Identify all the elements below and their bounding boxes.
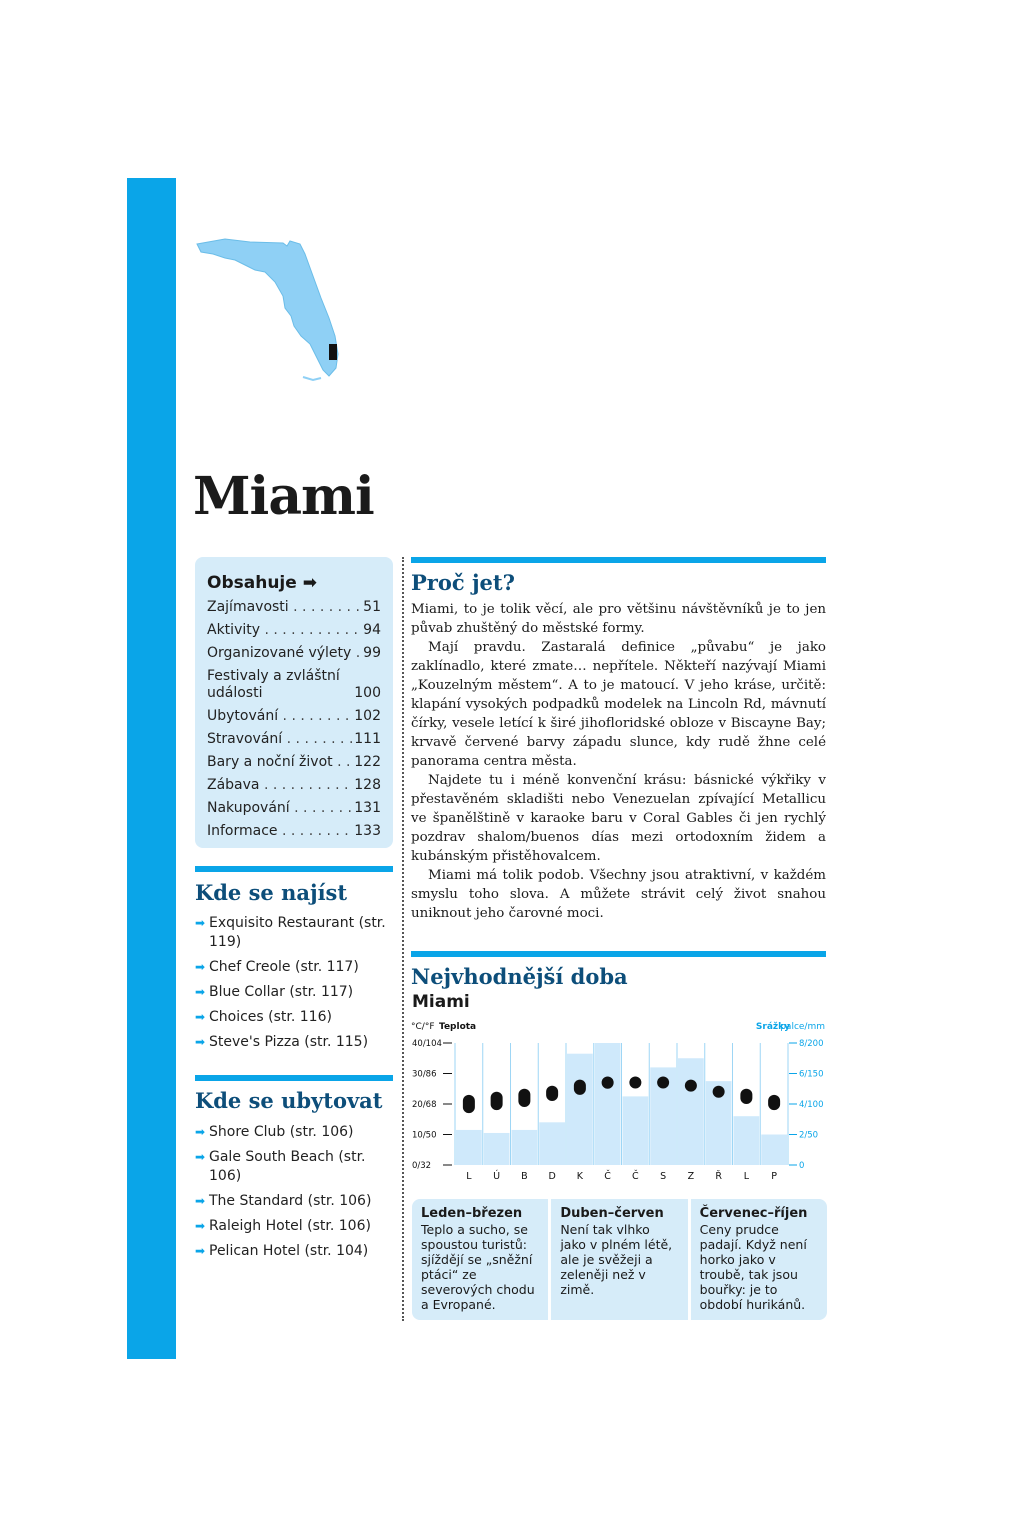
why-heading: Proč jet? bbox=[411, 570, 515, 595]
arrow-right-icon: ➡ bbox=[195, 1035, 206, 1049]
month-label: Č bbox=[604, 1171, 611, 1182]
toc-item-label: Aktivity . . . bbox=[207, 622, 361, 639]
climate-chart bbox=[405, 1015, 830, 1187]
right-tick-label: 4/100 bbox=[799, 1100, 824, 1110]
toc-item-label: Zábava . . . bbox=[207, 777, 352, 794]
left-tick-label: 30/86 bbox=[412, 1069, 437, 1080]
toc-item[interactable] bbox=[207, 599, 381, 616]
precipitation-bar bbox=[512, 1130, 538, 1165]
month-label: Ú bbox=[493, 1171, 501, 1182]
left-tick-label: 10/50 bbox=[412, 1130, 437, 1141]
arrow-right-icon: ➡ bbox=[195, 1150, 206, 1164]
season-title: Červenec–říjen bbox=[699, 1206, 808, 1221]
paragraph: Miami, to je tolik věcí, ale pro většinu návštěvníků je to jen půvab zhuštěný do městské formy. bbox=[411, 602, 826, 636]
precipitation-bar bbox=[734, 1116, 760, 1165]
list-item[interactable]: ➡ The Standard (str. 106) bbox=[195, 1193, 372, 1209]
seasons-row bbox=[412, 1199, 827, 1320]
list-item[interactable]: ➡ Shore Club (str. 106) bbox=[195, 1124, 354, 1140]
month-label: B bbox=[521, 1171, 528, 1182]
toc-item-page: 128 bbox=[354, 777, 381, 793]
temperature-range-mark bbox=[629, 1077, 641, 1089]
why-body bbox=[411, 600, 826, 923]
section-rule bbox=[411, 951, 826, 957]
list-item[interactable]: ➡ Chef Creole (str. 117) bbox=[195, 959, 359, 975]
left-tick-label: 40/104 bbox=[412, 1039, 442, 1049]
precipitation-bar bbox=[567, 1054, 593, 1165]
list-item[interactable]: ➡ Raleigh Hotel (str. 106) bbox=[195, 1218, 371, 1234]
toc-item[interactable] bbox=[207, 777, 381, 794]
season-text: Teplo a sucho, se spoustou turistů: sjíždějí se „sněžní ptáci“ ze severových chodu a Evropané. bbox=[421, 1222, 535, 1312]
sleep-list bbox=[195, 1123, 395, 1267]
month-label: L bbox=[466, 1171, 472, 1182]
season-text: Není tak vlhko jako v plném létě, ale je svěžeji a zeleněji než v zimě. bbox=[560, 1222, 673, 1297]
right-tick-label: 0 bbox=[799, 1161, 805, 1171]
arrow-right-icon: ➡ bbox=[195, 1244, 206, 1258]
season-box bbox=[412, 1199, 548, 1320]
list-item[interactable]: ➡ Exquisito Restaurant (str. 119) bbox=[195, 915, 386, 950]
temperature-range-mark bbox=[491, 1092, 503, 1110]
month-label: Č bbox=[632, 1171, 639, 1182]
toc-item-page: 122 bbox=[354, 754, 381, 770]
toc-item[interactable] bbox=[207, 708, 381, 725]
toc-item-label: Ubytování . . . bbox=[207, 708, 352, 725]
precipitation-bar bbox=[623, 1096, 649, 1165]
left-tick-label: 20/68 bbox=[412, 1100, 437, 1110]
season-title: Duben–červen bbox=[560, 1206, 664, 1221]
temperature-range-mark bbox=[768, 1095, 780, 1110]
list-item[interactable]: ➡ Pelican Hotel (str. 104) bbox=[195, 1243, 369, 1259]
toc-item-label: Informace . . . bbox=[207, 823, 352, 840]
toc-item[interactable] bbox=[207, 800, 381, 817]
month-label: S bbox=[660, 1171, 667, 1182]
list-item[interactable]: ➡ Choices (str. 116) bbox=[195, 1009, 332, 1025]
section-rule bbox=[411, 557, 826, 563]
month-label: Z bbox=[687, 1171, 695, 1182]
list-item[interactable]: ➡ Gale South Beach (str. 106) bbox=[195, 1149, 366, 1184]
precipitation-bar bbox=[761, 1135, 787, 1166]
toc-item[interactable] bbox=[207, 731, 381, 748]
arrow-right-icon: ➡ bbox=[195, 960, 206, 974]
temperature-range-mark bbox=[713, 1086, 725, 1098]
temperature-range-mark bbox=[546, 1086, 558, 1101]
right-axis-label: Srážky bbox=[755, 1022, 790, 1032]
temperature-range-mark bbox=[685, 1080, 697, 1092]
month-label: L bbox=[743, 1171, 750, 1182]
toc-item-label: Stravování . . . bbox=[207, 731, 352, 748]
month-label: D bbox=[548, 1171, 556, 1182]
toc-item[interactable] bbox=[207, 823, 381, 840]
right-tick-label: 8/200 bbox=[799, 1039, 824, 1049]
right-tick-label: 6/150 bbox=[799, 1069, 824, 1080]
section-rule bbox=[195, 866, 393, 872]
toc-item[interactable] bbox=[207, 645, 381, 662]
toc-item-page: 99 bbox=[363, 645, 381, 661]
contents-box bbox=[195, 557, 393, 848]
precipitation-bar bbox=[484, 1133, 510, 1165]
chapter-side-bar bbox=[127, 178, 176, 1359]
precipitation-bar bbox=[595, 1043, 621, 1165]
month-label: Ř bbox=[715, 1171, 722, 1182]
arrow-right-icon: ➡ bbox=[195, 1010, 206, 1024]
toc-item-label: Organizované výlety . . . bbox=[207, 645, 361, 662]
season-box bbox=[691, 1199, 827, 1320]
toc-item-page: 102 bbox=[354, 708, 381, 724]
season-text: Ceny prudce padají. Když není horko jako v troubě, tak jsou bouřky: je to období hurikánů. bbox=[699, 1222, 807, 1312]
column-separator bbox=[402, 557, 404, 1321]
left-axis-label: Teplota bbox=[439, 1022, 477, 1032]
toc-item-label: Festivaly a zvláštní události bbox=[207, 668, 340, 701]
toc-item[interactable] bbox=[207, 754, 381, 771]
precipitation-bar bbox=[539, 1122, 565, 1165]
temperature-range-mark bbox=[602, 1077, 614, 1089]
toc-item-page: 131 bbox=[354, 800, 381, 816]
arrow-right-icon: ➡ bbox=[195, 1219, 206, 1233]
contents-heading: Obsahuje ➡ bbox=[207, 573, 317, 593]
arrow-right-icon: ➡ bbox=[195, 916, 206, 930]
season-title: Leden–březen bbox=[421, 1206, 523, 1221]
left-axis-unit: °C/°F bbox=[411, 1022, 435, 1032]
temperature-range-mark bbox=[463, 1095, 475, 1113]
list-item[interactable]: ➡ Blue Collar (str. 117) bbox=[195, 984, 354, 1000]
left-tick-label: 0/32 bbox=[412, 1161, 432, 1171]
toc-item-page: 94 bbox=[363, 622, 381, 638]
temperature-range-mark bbox=[740, 1089, 752, 1104]
temperature-range-mark bbox=[657, 1077, 669, 1089]
arrow-right-icon: ➡ bbox=[195, 1125, 206, 1139]
section-rule bbox=[195, 1075, 393, 1081]
right-axis-unit: palce/mm bbox=[780, 1022, 825, 1032]
season-box bbox=[551, 1199, 687, 1320]
right-tick-label: 2/50 bbox=[799, 1130, 819, 1141]
eat-list bbox=[195, 914, 395, 1058]
toc-item-label: Zajímavosti . . . bbox=[207, 599, 361, 616]
sleep-heading: Kde se ubytovat bbox=[195, 1088, 383, 1113]
toc-item[interactable] bbox=[207, 622, 381, 639]
month-label: P bbox=[771, 1171, 777, 1182]
toc-item[interactable] bbox=[207, 668, 381, 702]
precipitation-bar bbox=[456, 1130, 482, 1165]
arrow-right-icon: ➡ bbox=[195, 985, 206, 999]
arrow-right-icon: ➡ bbox=[195, 1194, 206, 1208]
best-time-heading: Nejvhodnější doba bbox=[411, 964, 628, 989]
florida-map-icon bbox=[195, 236, 345, 382]
chart-subheading: Miami bbox=[412, 992, 470, 1012]
toc-item-page: 100 bbox=[354, 685, 381, 701]
list-item[interactable]: ➡ Steve's Pizza (str. 115) bbox=[195, 1034, 369, 1050]
paragraph: Najdete tu i méně konvenční krásu: básnické výkřiky v přestavěném skladišti nebo Venezuelan zpívající Metallicu ve španělštině v karaoke baru v Coral Gables či jen rychlý pozdrav shalom/buenos días mezi ortodoxním židem a kubánským přistěhovalcem. bbox=[411, 773, 826, 864]
month-label: K bbox=[576, 1171, 583, 1182]
paragraph: Miami má tolik podob. Všechny jsou atraktivní, v každém smyslu toho slova. A můžete strávit celý život snahou uniknout jeho čarovné moci. bbox=[411, 868, 826, 921]
toc-item-label: Bary a noční život . . . bbox=[207, 754, 352, 771]
temperature-range-mark bbox=[574, 1080, 586, 1095]
toc-item-page: 51 bbox=[363, 599, 381, 615]
eat-heading: Kde se najíst bbox=[195, 880, 348, 905]
paragraph: Mají pravdu. Zastaralá definice „půvabu“ je jako zaklínadlo, které zmate… nepřítele. Někteří nazývají Miami „Kouzelným městem“. A to je matoucí. V jeho kráse, určitě: klapání vysokých podpadků modelek na Lincoln Rd, mávnutí čírky, vesele letící k širé jihofloridské obloze v Biscayne Bay; krvavě červené barvy západu slunce, kdy rudě žhne celé panorama centra města. bbox=[411, 640, 826, 769]
toc-item-page: 133 bbox=[354, 823, 381, 839]
toc-item-page: 111 bbox=[354, 731, 381, 747]
page-title: Miami bbox=[193, 466, 374, 527]
precipitation-bar bbox=[678, 1058, 704, 1165]
toc-item-label: Nakupování . . . bbox=[207, 800, 352, 817]
temperature-range-mark bbox=[518, 1089, 530, 1107]
